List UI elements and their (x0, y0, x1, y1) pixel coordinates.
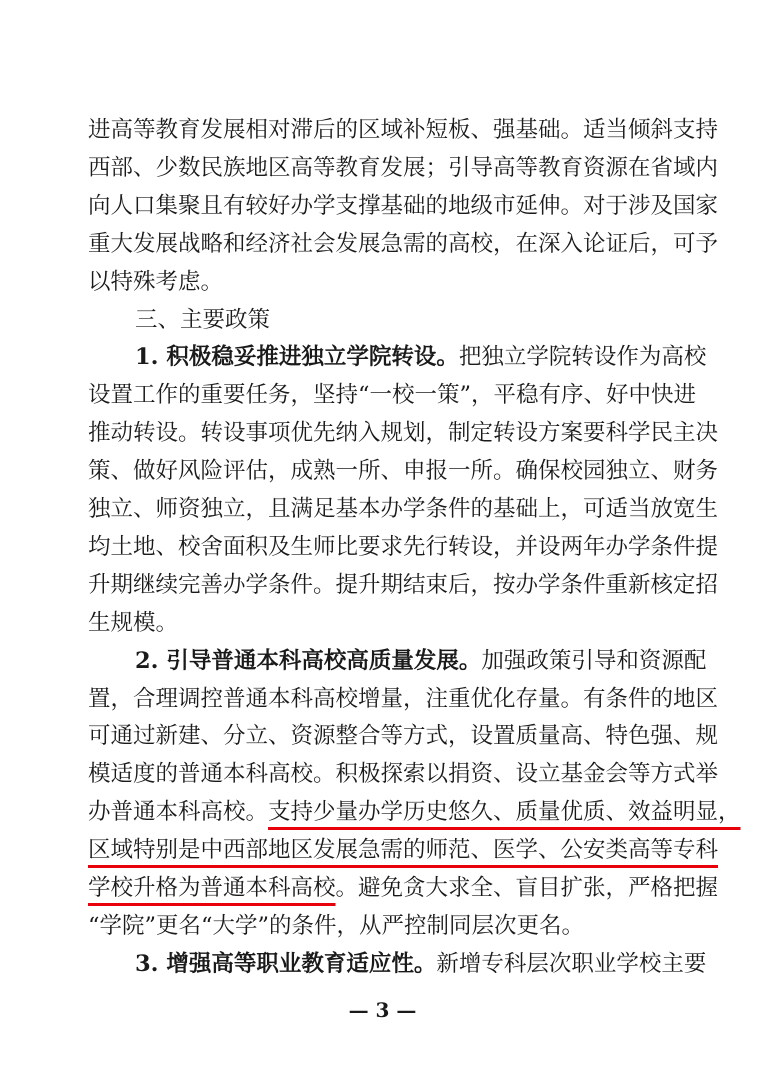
text-line (88, 532, 719, 562)
underlined-text: 区域特别是中西部地区发展急需的师范、医学、公安类高等专科 (88, 837, 719, 864)
text-line (88, 570, 719, 600)
section-heading: 1. 积极稳妥推进独立学院转设。 (135, 344, 459, 371)
text-segment: 三、主要政策 (135, 306, 271, 333)
text-line (88, 797, 741, 827)
text-segment: 模适度的普通本科高校。积极探索以捐资、设立基金会等方式举 (88, 761, 719, 788)
text-segment: 办普通本科高校。 (88, 799, 269, 826)
text-segment: 把独立学院转设作为高校 (458, 344, 707, 371)
text-line (88, 494, 719, 524)
section-heading: 2. 引导普通本科高校高质量发展。 (135, 647, 482, 674)
text-line (135, 305, 680, 335)
text-line (88, 267, 680, 297)
text-segment: 新增专科层次职业学校主要 (436, 950, 707, 977)
text-line (88, 418, 719, 448)
text-line (88, 684, 719, 714)
text-segment: 策、做好风险评估，成熟一所、申报一所。确保校园独立、财务 (88, 458, 719, 485)
text-line (88, 153, 719, 183)
text-line (88, 380, 697, 410)
underlined-text: 学校升格为普通本科高校 (88, 875, 336, 901)
text-segment: 均土地、校舍面积及生师比要求先行转设，并设两年办学条件提 (88, 533, 719, 560)
text-line (135, 342, 707, 372)
text-line (88, 911, 680, 941)
text-segment: 设置工作的重要任务，坚持“一校一策”，平稳有序、好中快进 (88, 382, 697, 409)
text-line (88, 456, 719, 486)
text-segment: 生规模。 (88, 609, 179, 636)
text-line (88, 115, 719, 145)
text-segment: 升期继续完善办学条件。提升期结束后，按办学条件重新核定招 (88, 571, 719, 598)
text-segment: 独立、师资独立，且满足基本办学条件的基础上，可适当放宽生 (88, 496, 719, 522)
section-heading: 3. 增强高等职业教育适应性。 (135, 950, 437, 977)
page-number: — 3 — (348, 998, 417, 1022)
text-segment: 向人口集聚且有较好办学支撑基础的地级市延伸。对于涉及国家 (88, 192, 719, 219)
text-segment: 以特殊考虑。 (88, 268, 224, 295)
text-line (88, 759, 719, 789)
text-line (88, 721, 719, 751)
text-line (88, 873, 719, 903)
text-segment: 推动转设。转设事项优先纳入规划，制定转设方案要科学民主决 (88, 420, 719, 447)
text-segment: 重大发展战略和经济社会发展急需的高校，在深入论证后，可予 (88, 230, 719, 257)
underlined-text: 支持少量办学历史悠久、质量优质、效益明显， (268, 799, 741, 826)
text-line (88, 835, 719, 865)
text-segment: 进高等教育发展相对滞后的区域补短板、强基础。适当倾斜支持 (88, 117, 719, 143)
text-line (135, 646, 707, 676)
text-segment: 可通过新建、分立、资源整合等方式，设置质量高、特色强、规 (88, 723, 719, 750)
text-segment: “学院”更名“大学”的条件，从严控制同层次更名。 (88, 912, 585, 939)
text-line (135, 949, 707, 979)
text-segment: 西部、少数民族地区高等教育发展；引导高等教育资源在省域内 (88, 154, 719, 181)
text-line (88, 191, 719, 221)
text-line (88, 608, 680, 638)
text-segment: 加强政策引导和资源配 (481, 647, 707, 674)
text-segment: 置，合理调控普通本科高校增量，注重优化存量。有条件的地区 (88, 685, 719, 712)
text-line (88, 229, 719, 259)
text-segment: 。避免贪大求全、盲目扩张，严格把握 (335, 875, 719, 901)
